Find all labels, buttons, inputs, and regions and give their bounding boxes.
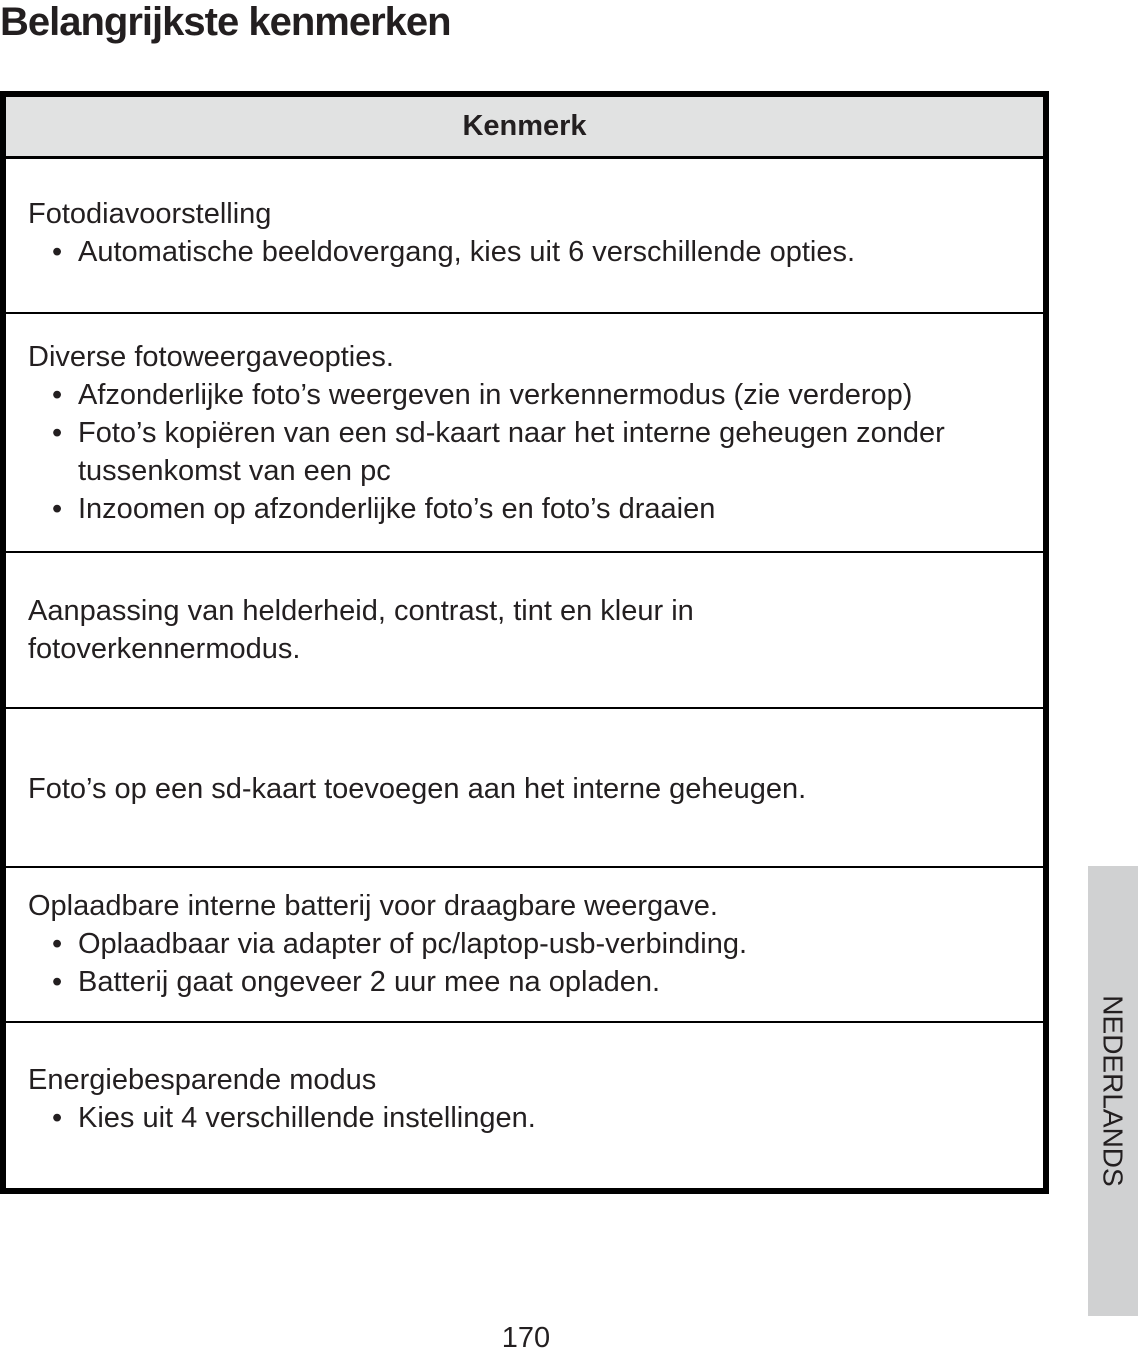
row-title: Aanpassing van helderheid, contrast, tint en kleur in fotoverkennermodus. (28, 595, 694, 666)
bullet-text: Foto’s kopiëren van een sd-kaart naar het interne geheugen zonder tussenkomst van een pc (78, 416, 945, 487)
row-title: Energiebesparende modus (28, 1064, 377, 1097)
table-row (6, 868, 1043, 1023)
table-row (6, 1023, 1043, 1188)
bullet-text: Batterij gaat ongeveer 2 uur mee na opladen. (78, 966, 661, 999)
page-number: 170 (501, 1322, 551, 1354)
table-row (6, 553, 1043, 708)
bullet-icon: • (52, 235, 63, 268)
language-tab-label (1088, 866, 1138, 1316)
list-item (28, 490, 1027, 528)
bullet-text: Inzoomen op afzonderlijke foto’s en foto’s draaien (78, 492, 716, 525)
bullet-text: Afzonderlijke foto’s weergeven in verkennermodus (zie verderop) (78, 378, 913, 411)
row-title: Foto’s op een sd-kaart toevoegen aan het interne geheugen. (28, 773, 807, 806)
list-item (28, 414, 1027, 490)
table-header: Kenmerk (6, 97, 1043, 159)
list-item (28, 376, 1027, 414)
bullet-text: Kies uit 4 verschillende instellingen. (78, 1102, 536, 1135)
features-table (0, 91, 1049, 1194)
page-title: Belangrijkste kenmerken (0, 0, 451, 44)
bullet-icon: • (52, 1102, 63, 1135)
list-item (28, 925, 1027, 963)
language-tab-text: NEDERLANDS (1098, 995, 1130, 1187)
row-title: Diverse fotoweergaveopties. (28, 340, 394, 373)
bullet-icon: • (52, 492, 63, 525)
bullet-text: Automatische beeldovergang, kies uit 6 verschillende opties. (78, 235, 856, 268)
row-title: Oplaadbare interne batterij voor draagbare weergave. (28, 890, 718, 923)
row-title: Fotodiavoorstelling (28, 197, 272, 230)
list-item (28, 1099, 1027, 1137)
table-row (6, 314, 1043, 553)
bullet-icon: • (52, 966, 63, 999)
list-item (28, 233, 1027, 271)
bullet-icon: • (52, 928, 63, 961)
bullet-icon: • (52, 416, 63, 449)
list-item (28, 963, 1027, 1001)
bullet-text: Oplaadbaar via adapter of pc/laptop-usb-verbinding. (78, 928, 748, 961)
table-row (6, 709, 1043, 868)
bullet-icon: • (52, 378, 63, 411)
table-row (6, 159, 1043, 314)
